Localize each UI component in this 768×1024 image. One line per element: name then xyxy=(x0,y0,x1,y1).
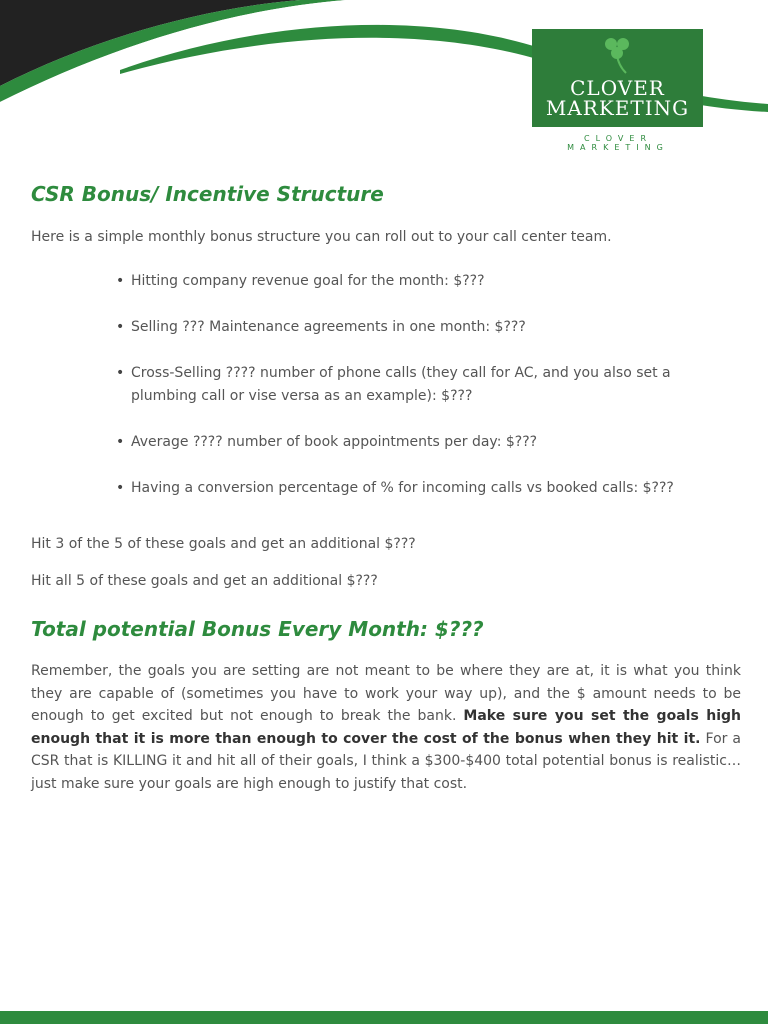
logo-line-2: MARKETING xyxy=(545,96,690,120)
intro-text: Here is a simple monthly bonus structure you can roll out to your call center team. xyxy=(31,229,612,245)
logo xyxy=(532,29,703,127)
remember-text-2: For a CSR that is KILLING it and hit all of their goals, I think a $300-$400 total potential bonus is realistic… just make sure your goals are high enough to justify that cost. xyxy=(31,730,742,792)
hit-all-text: Hit all 5 of these goals and get an additional $??? xyxy=(31,573,378,589)
goals-list xyxy=(116,270,736,500)
list-item: • Cross-Selling ???? number of phone calls (they call for AC, and you also set a plumbing call or vise versa as an example): $??? xyxy=(116,362,736,408)
footer-bar xyxy=(0,1011,768,1024)
remember-paragraph xyxy=(31,660,741,795)
remember-bold-text: Make sure you set the goals high enough that it is more than enough to cover the cost of the bonus when they hit it. xyxy=(31,708,741,747)
remember-text-1: Remember, the goals you are setting are not meant to be where they are at, it is what you think they are capable of (sometimes you have to work your way up), and the $ amount needs to be enough to get excited but not enough to break the bank. xyxy=(31,663,741,724)
logo-line-1: CLOVER xyxy=(570,76,665,100)
list-item: • Average ???? number of book appointments per day: $??? xyxy=(116,431,736,454)
total-bonus-heading: Total potential Bonus Every Month: $??? xyxy=(31,617,484,641)
logo-tagline: CLOVER MARKETING xyxy=(567,134,669,152)
list-item: • Having a conversion percentage of % for incoming calls vs booked calls: $??? xyxy=(116,477,736,500)
list-item: • Hitting company revenue goal for the month: $??? xyxy=(116,270,736,293)
list-item: • Selling ??? Maintenance agreements in one month: $??? xyxy=(116,316,736,339)
page-title: CSR Bonus/ Incentive Structure xyxy=(31,182,384,206)
hit-three-text: Hit 3 of the 5 of these goals and get an additional $??? xyxy=(31,536,416,552)
